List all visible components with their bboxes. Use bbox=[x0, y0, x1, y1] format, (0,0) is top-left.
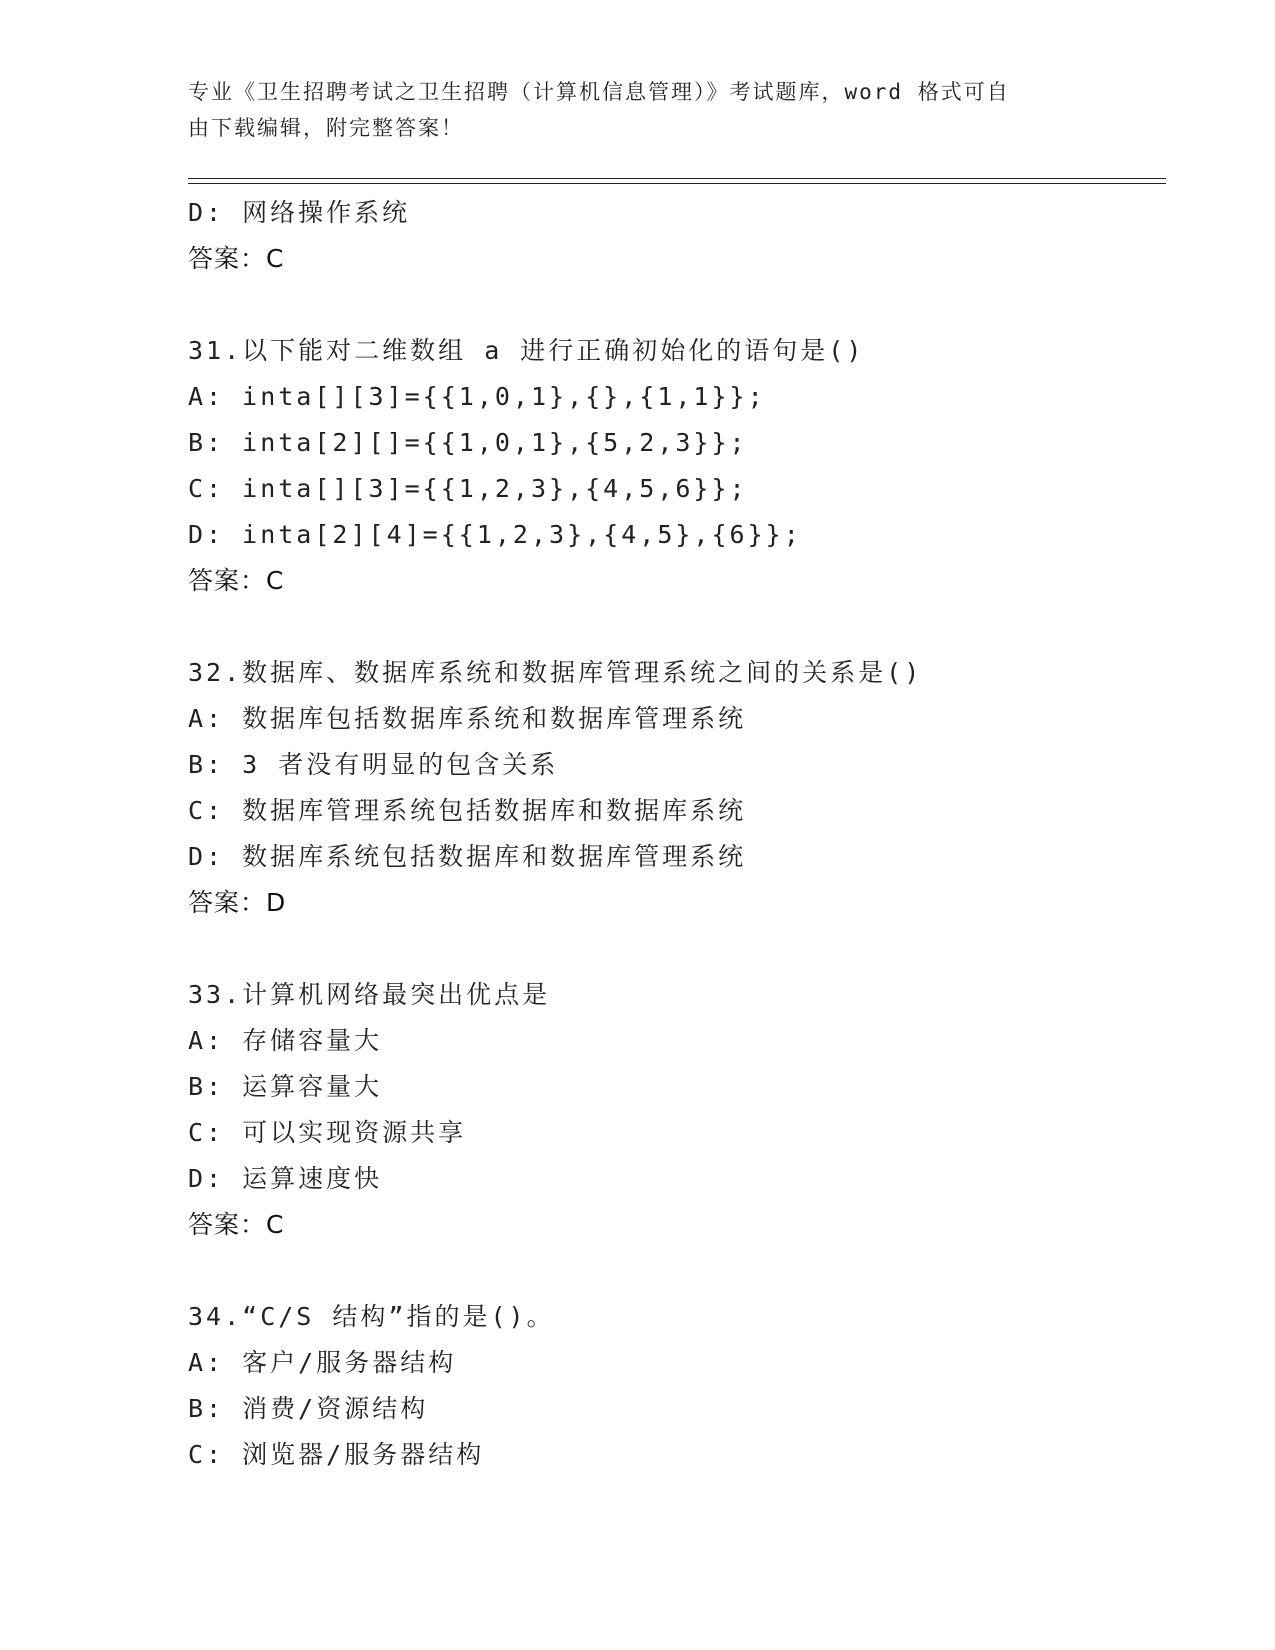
question-stem: 33.计算机网络最突出优点是 bbox=[188, 980, 551, 1009]
option-c: C: 数据库管理系统包括数据库和数据库系统 bbox=[188, 796, 747, 825]
spacer bbox=[188, 926, 1168, 972]
question-stem: 34.“C/S 结构”指的是()。 bbox=[188, 1302, 555, 1331]
option-d: D: 运算速度快 bbox=[188, 1164, 383, 1193]
option-a: A: inta[][3]={{1,0,1},{},{1,1}}; bbox=[188, 382, 766, 411]
spacer bbox=[188, 1248, 1168, 1294]
answer-line: 答案：C bbox=[188, 1210, 285, 1239]
option-a: A: 存储容量大 bbox=[188, 1026, 383, 1055]
question-31 bbox=[188, 328, 1168, 604]
header-line-1: 专业《卫生招聘考试之卫生招聘（计算机信息管理）》考试题库，word 格式可自 bbox=[188, 80, 1010, 104]
header-line-2: 由下载编辑，附完整答案！ bbox=[188, 116, 464, 140]
spacer bbox=[188, 604, 1168, 650]
answer-line: 答案：C bbox=[188, 566, 285, 595]
spacer bbox=[188, 282, 1168, 328]
answer-line: 答案：C bbox=[188, 244, 285, 273]
option-c: C: inta[][3]={{1,2,3},{4,5,6}}; bbox=[188, 474, 748, 503]
option-b: B: 消费/资源结构 bbox=[188, 1394, 429, 1423]
option-a: A: 数据库包括数据库系统和数据库管理系统 bbox=[188, 704, 747, 733]
question-list bbox=[188, 190, 1168, 1478]
option-d: D: inta[2][4]={{1,2,3},{4,5},{6}}; bbox=[188, 520, 802, 549]
option-b: B: 3 者没有明显的包含关系 bbox=[188, 750, 559, 779]
option-d: D: 网络操作系统 bbox=[188, 198, 411, 227]
answer-line: 答案：D bbox=[188, 888, 287, 917]
option-b: B: inta[2][]={{1,0,1},{5,2,3}}; bbox=[188, 428, 748, 457]
header-divider-bottom bbox=[188, 183, 1166, 184]
question-32 bbox=[188, 650, 1168, 926]
question-33 bbox=[188, 972, 1168, 1248]
option-a: A: 客户/服务器结构 bbox=[188, 1348, 457, 1377]
question-stem: 31.以下能对二维数组 a 进行正确初始化的语句是() bbox=[188, 336, 865, 365]
document-header bbox=[188, 74, 1088, 146]
option-b: B: 运算容量大 bbox=[188, 1072, 383, 1101]
header-divider-top bbox=[188, 178, 1166, 179]
question-34 bbox=[188, 1294, 1168, 1478]
option-c: C: 可以实现资源共享 bbox=[188, 1118, 467, 1147]
option-c: C: 浏览器/服务器结构 bbox=[188, 1440, 485, 1469]
option-d: D: 数据库系统包括数据库和数据库管理系统 bbox=[188, 842, 747, 871]
question-stem: 32.数据库、数据库系统和数据库管理系统之间的关系是() bbox=[188, 658, 923, 687]
